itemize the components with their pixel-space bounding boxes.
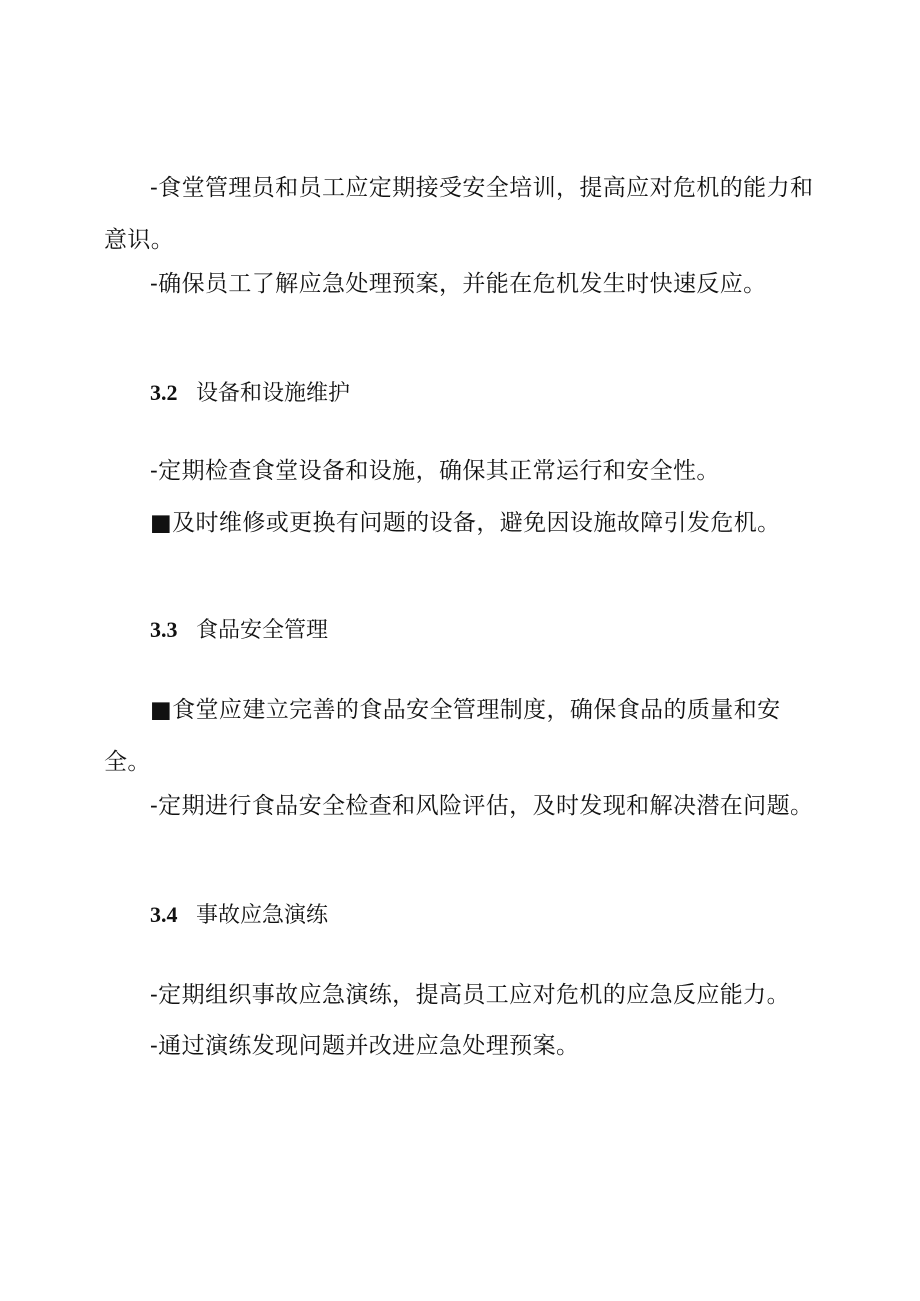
section-number: 3.3	[150, 617, 178, 642]
paragraph-training: -食堂管理员和员工应定期接受安全培训，提高应对危机的能力和意识。	[104, 175, 814, 253]
paragraph-equipment-inspection: -定期检查食堂设备和设施，确保其正常运行和安全性。	[150, 458, 720, 484]
paragraph-drill-organize: -定期组织事故应急演练，提高员工应对危机的应急反应能力。	[150, 982, 790, 1008]
paragraph-food-safety-check: -定期进行食品安全检查和风险评估，及时发现和解决潜在问题。	[150, 793, 814, 819]
section-heading-3-3	[150, 615, 328, 646]
section-number: 3.2	[150, 380, 178, 405]
section-number: 3.4	[150, 902, 178, 927]
section-title: 事故应急演练	[196, 903, 329, 928]
section-heading-3-4	[150, 900, 328, 931]
paragraph-emergency-plan: -确保员工了解应急处理预案，并能在危机发生时快速反应。	[150, 271, 767, 297]
section-heading-3-2	[150, 378, 350, 409]
paragraph-equipment-repair: ■及时维修或更换有问题的设备，避免因设施故障引发危机。	[150, 510, 781, 536]
paragraph-food-safety-system: ■食堂应建立完善的食品安全管理制度，确保食品的质量和安全。	[104, 697, 781, 775]
section-title: 设备和设施维护	[196, 381, 351, 406]
paragraph-drill-improve: -通过演练发现问题并改进应急处理预案。	[150, 1033, 580, 1059]
section-title: 食品安全管理	[196, 618, 329, 643]
